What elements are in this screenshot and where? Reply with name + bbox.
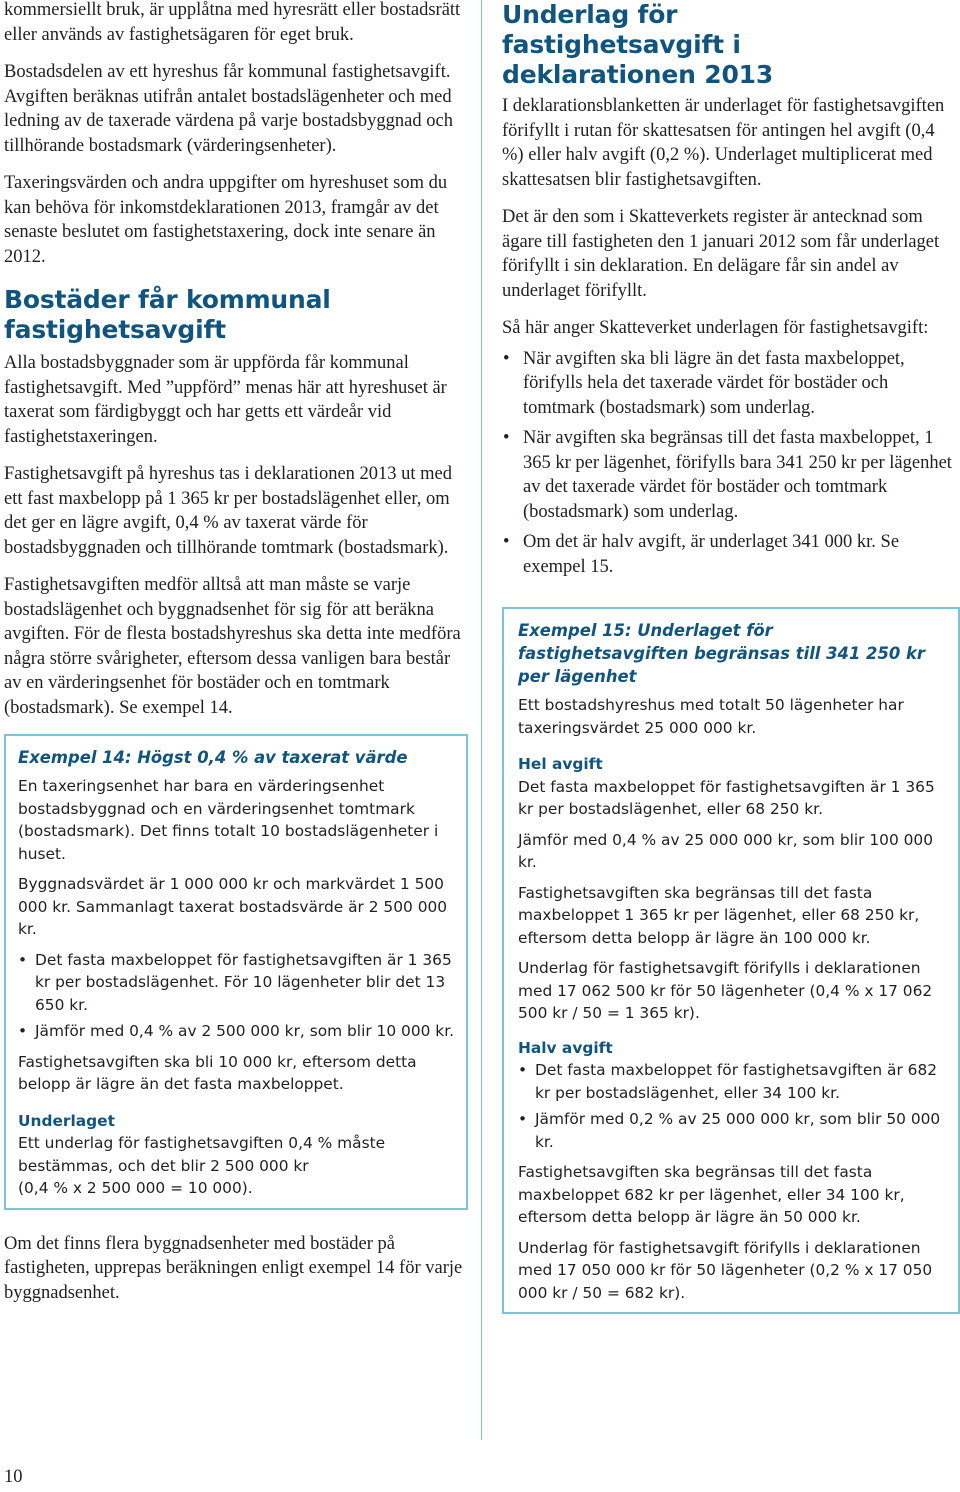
example-15-text-5: Underlag för fastighetsavgift förifylls i deklarationen med 17 062 500 kr för 50 lägenheter (0,4 % x 17 062 500 kr / 50 = 1 365 kr). (518, 959, 933, 1022)
list-item: • Jämför med 0,4 % av 2 500 000 kr, som blir 10 000 kr. (18, 1020, 456, 1043)
list-item: • Jämför med 0,2 % av 25 000 000 kr, som blir 50 000 kr. (518, 1110, 941, 1151)
paragraph-bostadsdel: Bostadsdelen av ett hyreshus får kommunal fastighetsavgift. Avgiften beräknas utifrån antalet bostadslägenheter och med ledning av de taxerade värdena på varje bostadsbyggnad och tillhörande bostadsmark (värderingsenheter). (4, 62, 453, 156)
bullet-icon: • (18, 950, 28, 969)
right-column (502, 0, 958, 1314)
bullet-icon: • (503, 428, 510, 448)
list-item: • När avgiften ska bli lägre än det fasta maxbeloppet, förifylls hela det taxerade värdet för bostäder och tomtmark (bostadsmark) som underlag. (503, 348, 905, 418)
example-14-subheading: Underlaget (18, 1111, 115, 1130)
example-15-text-4: Fastighetsavgiften ska begränsas till det fasta maxbeloppet 1 365 kr per lägenhet, eller 68 250 kr, eftersom detta belopp är lägre än 100 000 kr. (518, 883, 920, 947)
heading-bostader: Bostäder får kommunal fastighetsavgift (4, 285, 331, 344)
example-15-text-6: Fastighetsavgiften ska begränsas till det fasta maxbeloppet 682 kr per lägenhet, eller 34 100 kr, eftersom detta belopp är lägre än 50 000 kr. (518, 1163, 905, 1226)
paragraph-fastighetsavgift-hyreshus: Fastighetsavgift på hyreshus tas i deklarationen 2013 ut med ett fast maxbelopp på 1 365 kr per bostadslägenhet eller, om det ger en lägre avgift, 0,4 % av taxerat värde för bostadsbyggnaden och tillhörande tomtmark (bostadsmark). (4, 464, 453, 558)
bullet-icon: • (518, 1110, 528, 1128)
bullet-icon: • (503, 348, 510, 369)
column-divider (481, 0, 482, 1440)
paragraph-taxeringsvarden: Taxeringsvärden och andra uppgifter om hyreshuset som du kan behöva för inkomstdeklarationen 2013, framgår av det senaste beslutet om fastighetstaxering, dock inte senare än 2012. (4, 173, 448, 267)
bullet-icon: • (518, 1061, 528, 1079)
paragraph-flera-byggnadsenheter: Om det finns flera byggnadsenheter med bostäder på fastigheten, upprepas beräkningen enligt exempel 14 för varje byggnadsenhet. (4, 1233, 463, 1303)
example-15-text-2: Det fasta maxbeloppet för fastighetsavgiften är 1 365 kr per bostadslägenhet, eller 68 250 kr. (518, 777, 935, 818)
underlag-list (502, 347, 958, 580)
example-15-subheading-hel: Hel avgift (518, 755, 603, 773)
list-item: • När avgiften ska begränsas till det fasta maxbeloppet, 1 365 kr per lägenhet, förifylls bara 341 250 kr per lägenhet av det taxerade värdet för bostäder och tomtmark (bostadsmark) som underlag. (503, 428, 952, 522)
paragraph-sa-har: Så här anger Skatteverket underlagen för fastighetsavgift: (502, 318, 929, 338)
example-14-list (18, 949, 456, 1043)
example-15-subheading-halv: Halv avgift (518, 1038, 613, 1057)
paragraph-agare: Det är den som i Skatteverkets register är antecknad som ägare till fastigheten den 1 januari 2012 som får underlaget förifyllt i sin deklaration. En delägare får sin andel av underlaget förifyllt. (502, 207, 940, 301)
bullet-icon: • (18, 1022, 28, 1040)
example-15-text-3: Jämför med 0,4 % av 25 000 000 kr, som blir 100 000 kr. (518, 830, 933, 871)
page-number: 10 (4, 1467, 23, 1487)
example-14-text-4: Ett underlag för fastighetsavgiften 0,4 % måste bestämmas, och det blir 2 500 000 kr (18, 1134, 386, 1175)
example-15-text-7: Underlag för fastighetsavgift förifylls i deklarationen med 17 050 000 kr för 50 lägenheter (0,2 % x 17 050 000 kr / 50 = 682 kr). (518, 1238, 933, 1302)
paragraph-fastighetsavgift-medfor: Fastighetsavgiften medför alltså att man måste se varje bostadslägenhet och byggnadsenhet för sig för att beräkna avgiften. För de flesta bostadshyreshus ska detta inte medföra några större svårigheter, eftersom dessa vanligen bara består av en värderingsenhet för bostäder och en tomtmark (bostadsmark). Se exempel 14. (4, 575, 461, 718)
example-14-text-5: (0,4 % x 2 500 000 = 10 000). (18, 1179, 253, 1197)
left-column (4, 0, 466, 1318)
list-item: • Om det är halv avgift, är underlaget 341 000 kr. Se exempel 15. (503, 532, 900, 577)
paragraph-intro-continued: kommersiellt bruk, är upplåtna med hyresrätt eller bostadsrätt eller används av fastighetsägaren för eget bruk. (4, 0, 461, 45)
bullet-icon: • (503, 532, 510, 552)
example-14-box (4, 734, 468, 1210)
example-15-list (518, 1059, 948, 1153)
example-14-text-1: En taxeringsenhet har bara en värderingsenhet bostadsbyggnad och en värderingsenhet tomtmark (bostadsmark). Det finns totalt 10 bostadslägenheter i huset. (18, 777, 439, 863)
example-15-box (502, 607, 960, 1314)
example-15-text-1: Ett bostadshyreshus med totalt 50 lägenheter har taxeringsvärdet 25 000 000 kr. (518, 696, 904, 737)
list-item: • Det fasta maxbeloppet för fastighetsavgiften är 1 365 kr per bostadslägenhet. För 10 lägenheter blir det 13 650 kr. (18, 950, 452, 1014)
paragraph-deklarationsblanketten: I deklarationsblanketten är underlaget för fastighetsavgiften förifyllt i rutan för skattesatsen för antingen hel avgift (0,4 %) eller halv avgift (0,2 %). Underlaget multiplicerat med skattesatsen blir fastighetsavgiften. (502, 96, 945, 190)
example-14-text-2: Byggnadsvärdet är 1 000 000 kr och markvärdet 1 500 000 kr. Sammanlagt taxerat bostadsvärde är 2 500 000 kr. (18, 875, 448, 938)
heading-underlag: Underlag för fastighetsavgift i deklarationen 2013 (502, 0, 774, 89)
example-14-text-3: Fastighetsavgiften ska bli 10 000 kr, eftersom detta belopp är lägre än det fasta maxbeloppet. (18, 1052, 417, 1093)
paragraph-uppforda: Alla bostadsbyggnader som är uppförda får kommunal fastighetsavgift. Med ”uppförd” menas här att hyreshuset är taxerat som färdigbyggt och har getts ett värdeår vid fastighetstaxeringen. (4, 353, 447, 447)
example-14-title: Exempel 14: Högst 0,4 % av taxerat värde (18, 748, 408, 767)
example-15-title: Exempel 15: Underlaget för fastighetsavgiften begränsas till 341 250 kr per lägenhet (518, 621, 925, 686)
list-item: • Det fasta maxbeloppet för fastighetsavgiften är 682 kr per bostadslägenhet, eller 34 100 kr. (518, 1061, 938, 1102)
